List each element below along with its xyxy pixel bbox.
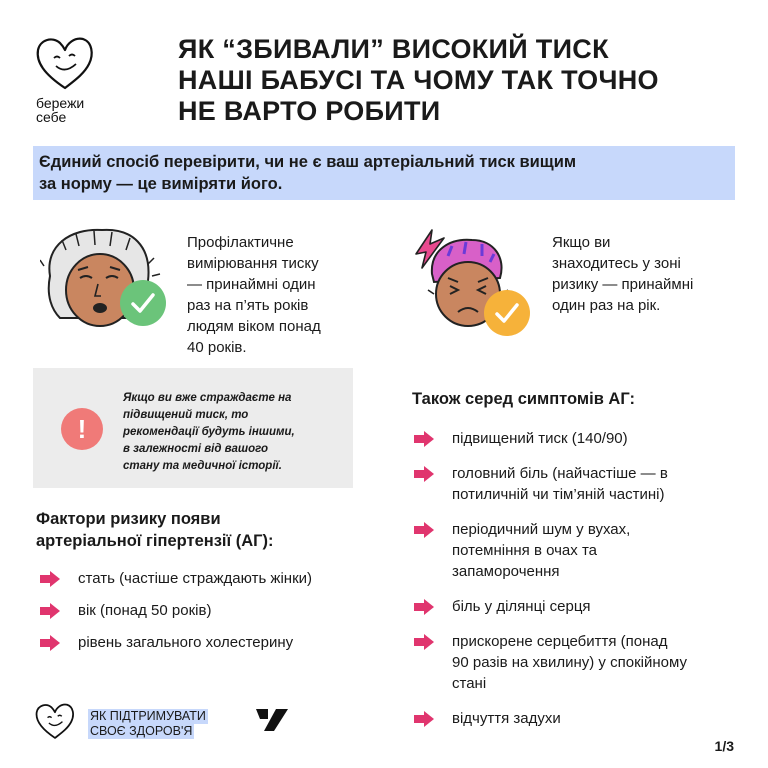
page-title: ЯК “ЗБИВАЛИ” ВИСОКИЙ ТИСК НАШІ БАБУСІ ТА ЧОМУ ТАК ТОЧНО НЕ ВАРТО РОБИТИ <box>178 34 659 126</box>
heart-smile-icon <box>34 700 76 742</box>
list-item: стать (частіше страждають жінки) <box>40 568 380 589</box>
risk-zone-text: Якщо ви знаходитесь у зоні ризику — принаймні один раз на рік. <box>552 234 694 314</box>
highlight-banner: Єдиний спосіб перевірити, чи не є ваш артеріальний тиск вищим за норму — це виміряти його. <box>33 146 735 200</box>
arrow-right-icon <box>414 522 434 538</box>
list-item: відчуття задухи <box>414 708 754 729</box>
warning-box <box>33 368 353 488</box>
prophylaxis-text: Профілактичне вимірювання тиску — принаймні один раз на п’ять років людям віком понад 40 років. <box>187 234 321 356</box>
logo-text: бережи себе <box>36 95 85 125</box>
symptoms-list <box>414 428 754 729</box>
arrow-right-icon <box>414 431 434 447</box>
exclamation-icon: ! <box>61 408 103 450</box>
footer-link[interactable]: ЯК ПІДТРИМУВАТИ СВОЄ ЗДОРОВ'Я <box>90 709 206 738</box>
arrow-right-icon <box>40 635 60 651</box>
risk-factors-list <box>40 568 380 653</box>
check-icon <box>120 280 166 326</box>
warning-text: Якщо ви вже страждаєте на підвищений тиск, то рекомендації будуть іншими, в залежності від вашого стану та медичної історії. <box>123 392 295 472</box>
check-icon <box>484 290 530 336</box>
list-item: біль у ділянці серця <box>414 596 754 617</box>
brand-logo <box>34 34 126 124</box>
risk-factors-title: Фактори ризику появи артеріальної гіпертензії (АГ): <box>36 510 274 550</box>
arrow-right-icon <box>414 634 434 650</box>
page-number: 1/3 <box>714 738 734 754</box>
list-item: вік (понад 50 років) <box>40 600 380 621</box>
arrow-right-icon <box>414 599 434 615</box>
arrow-right-icon <box>414 711 434 727</box>
symptoms-title: Також серед симптомів АГ: <box>412 390 635 408</box>
list-item: підвищений тиск (140/90) <box>414 428 754 449</box>
list-item: головний біль (найчастіше — в потиличній чи тім’яній частині) <box>414 463 754 505</box>
heart-smile-icon <box>34 34 96 92</box>
arrow-right-icon <box>40 571 60 587</box>
brand-mark-icon <box>254 706 290 732</box>
list-item: періодичний шум у вухах, потемніння в очах та запаморочення <box>414 519 754 582</box>
arrow-right-icon <box>414 466 434 482</box>
arrow-right-icon <box>40 603 60 619</box>
list-item: прискорене серцебиття (понад 90 разів на хвилину) у спокійному стані <box>414 631 754 694</box>
list-item: рівень загального холестерину <box>40 632 380 653</box>
